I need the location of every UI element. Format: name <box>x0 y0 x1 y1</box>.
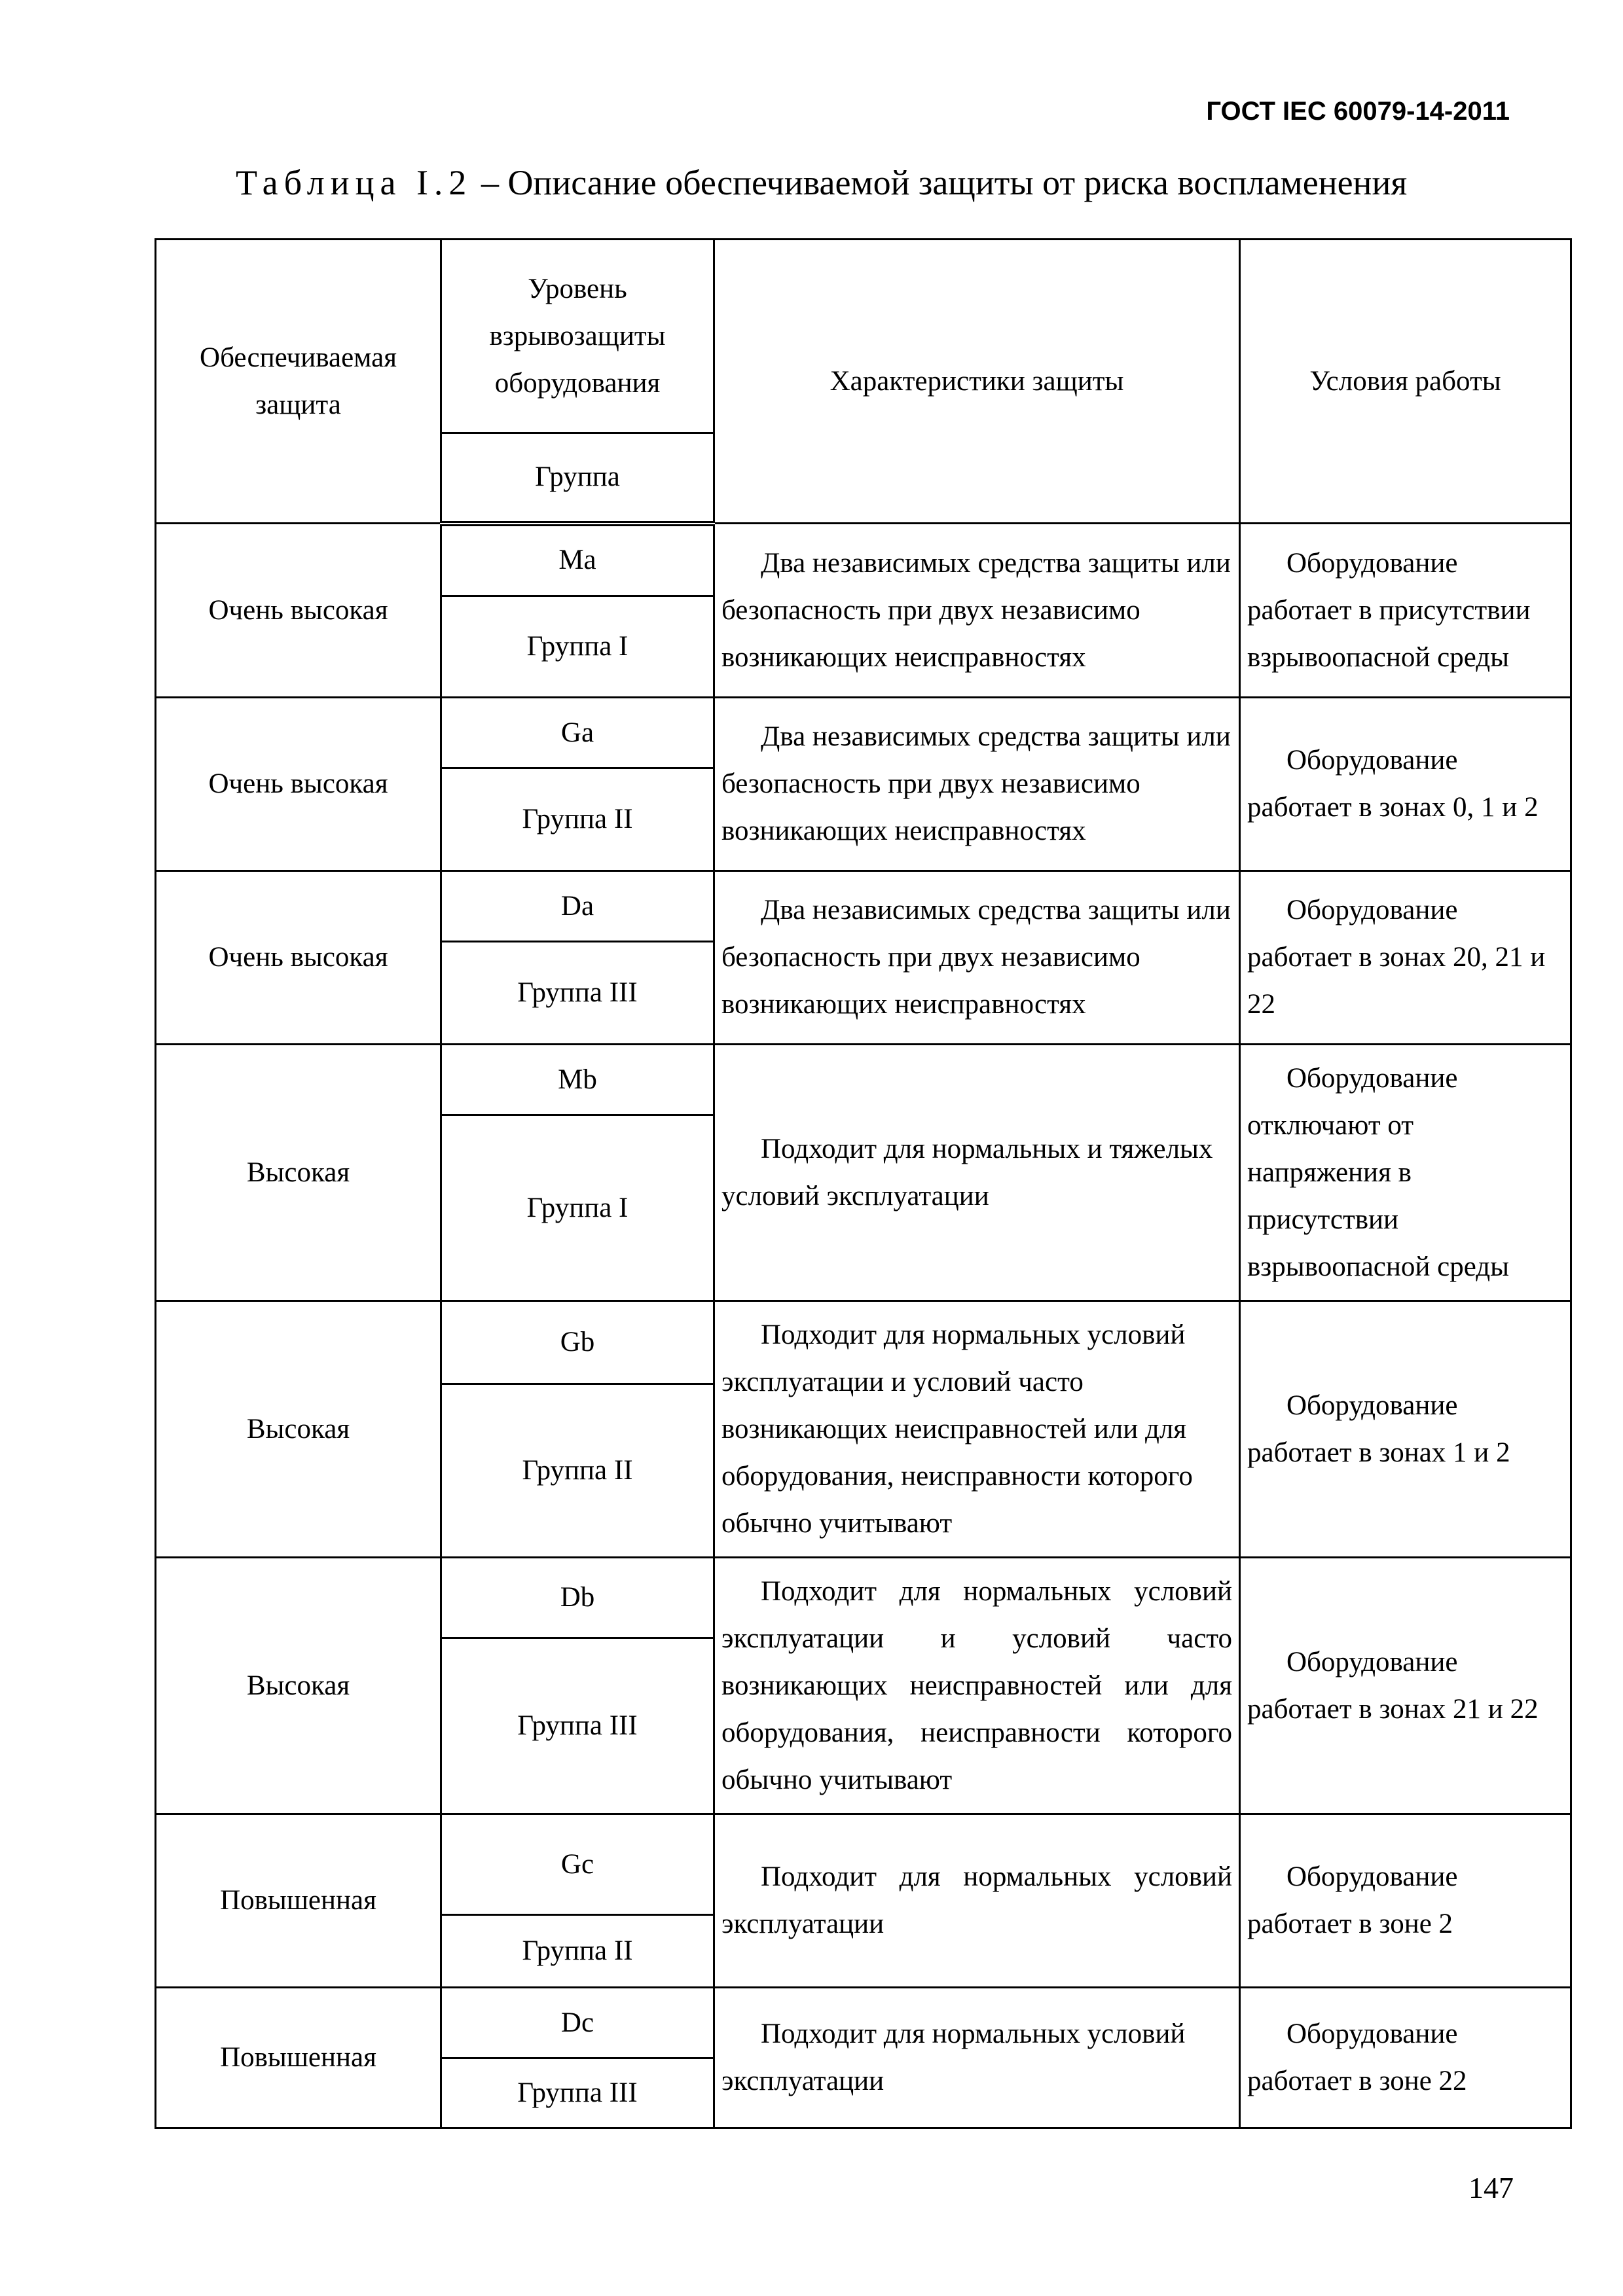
group-cell: Группа II <box>441 1915 714 1988</box>
table-row <box>156 1045 1571 1115</box>
table-title-label: Таблица I.2 <box>236 163 473 202</box>
table-title <box>236 162 1407 203</box>
conditions-text: Оборудование работает в зонах 1 и 2 <box>1247 1390 1510 1468</box>
group-cell: Группа I <box>441 596 714 698</box>
group-cell: Группа III <box>441 2058 714 2128</box>
characteristics-text: Подходит для нормальных условий эксплуатации и условий часто возникающих неисправностей или для оборудования, неисправности которого обычно учитывают <box>721 1575 1232 1795</box>
group-cell: Группа I <box>441 1115 714 1301</box>
table-row <box>156 524 1571 596</box>
table-row <box>156 1301 1571 1384</box>
conditions-cell <box>1240 1558 1571 1814</box>
characteristics-cell <box>714 698 1240 871</box>
group-cell: Группа III <box>441 1638 714 1814</box>
protection-cell: Очень высокая <box>156 871 441 1045</box>
level-cell: Gb <box>441 1301 714 1384</box>
level-cell: Dc <box>441 1988 714 2058</box>
conditions-cell <box>1240 1814 1571 1988</box>
table-row <box>156 1988 1571 2058</box>
document-code: ГОСТ IEC 60079-14-2011 <box>1206 97 1510 126</box>
conditions-cell <box>1240 1045 1571 1301</box>
characteristics-text: Подходит для нормальных и тяжелых условий эксплуатации <box>721 1133 1213 1211</box>
conditions-text: Оборудование работает в зонах 20, 21 и 22 <box>1247 895 1546 1020</box>
header-characteristics: Характеристики защиты <box>714 240 1240 524</box>
characteristics-cell <box>714 1558 1240 1814</box>
level-cell: Gc <box>441 1814 714 1915</box>
header-group: Группа <box>441 433 714 524</box>
characteristics-text: Подходит для нормальных условий эксплуатации и условий часто возникающих неисправностей или для оборудования, неисправности которого обычно учитывают <box>721 1319 1193 1539</box>
header-level: Уровень взрывозащиты оборудования <box>441 240 714 433</box>
characteristics-cell <box>714 1988 1240 2128</box>
characteristics-text: Подходит для нормальных условий эксплуатации <box>721 2018 1186 2096</box>
conditions-text: Оборудование работает в зоне 22 <box>1247 2018 1467 2096</box>
header-protection: Обеспечиваемая защита <box>156 240 441 524</box>
table-row <box>156 1814 1571 1915</box>
table-row <box>156 1558 1571 1638</box>
table-row <box>156 871 1571 942</box>
protection-cell: Высокая <box>156 1301 441 1558</box>
characteristics-cell <box>714 871 1240 1045</box>
conditions-cell <box>1240 698 1571 871</box>
conditions-cell <box>1240 524 1571 698</box>
conditions-cell <box>1240 871 1571 1045</box>
page-number: 147 <box>1468 2171 1514 2204</box>
level-cell: Da <box>441 871 714 942</box>
level-cell: Db <box>441 1558 714 1638</box>
conditions-cell <box>1240 1301 1571 1558</box>
level-cell: Ma <box>441 524 714 596</box>
group-cell: Группа II <box>441 768 714 871</box>
characteristics-text: Два независимых средства защиты или безопасность при двух независимо возникающих неисправностях <box>721 895 1231 1020</box>
header-conditions: Условия работы <box>1240 240 1571 524</box>
protection-table <box>155 238 1572 2129</box>
protection-cell: Высокая <box>156 1558 441 1814</box>
characteristics-cell <box>714 524 1240 698</box>
characteristics-text: Два независимых средства защиты или безопасность при двух независимо возникающих неисправностях <box>721 721 1231 846</box>
conditions-text: Оборудование работает в зонах 21 и 22 <box>1247 1646 1539 1725</box>
level-cell: Mb <box>441 1045 714 1115</box>
group-cell: Группа II <box>441 1384 714 1558</box>
conditions-text: Оборудование работает в присутствии взрывоопасной среды <box>1247 547 1531 673</box>
conditions-text: Оборудование отключают от напряжения в присутствии взрывоопасной среды <box>1247 1062 1510 1282</box>
conditions-cell <box>1240 1988 1571 2128</box>
protection-cell: Высокая <box>156 1045 441 1301</box>
characteristics-text: Подходит для нормальных условий эксплуатации <box>721 1861 1232 1939</box>
table-title-text: – Описание обеспечиваемой защиты от риска воспламенения <box>481 163 1408 202</box>
group-cell: Группа III <box>441 942 714 1045</box>
conditions-text: Оборудование работает в зоне 2 <box>1247 1861 1458 1939</box>
characteristics-cell <box>714 1814 1240 1988</box>
protection-cell: Очень высокая <box>156 698 441 871</box>
characteristics-text: Два независимых средства защиты или безопасность при двух независимо возникающих неисправностях <box>721 547 1231 673</box>
conditions-text: Оборудование работает в зонах 0, 1 и 2 <box>1247 745 1539 823</box>
protection-cell: Повышенная <box>156 1814 441 1988</box>
table-row <box>156 698 1571 768</box>
protection-cell: Очень высокая <box>156 524 441 698</box>
protection-cell: Повышенная <box>156 1988 441 2128</box>
characteristics-cell <box>714 1301 1240 1558</box>
characteristics-cell <box>714 1045 1240 1301</box>
level-cell: Ga <box>441 698 714 768</box>
